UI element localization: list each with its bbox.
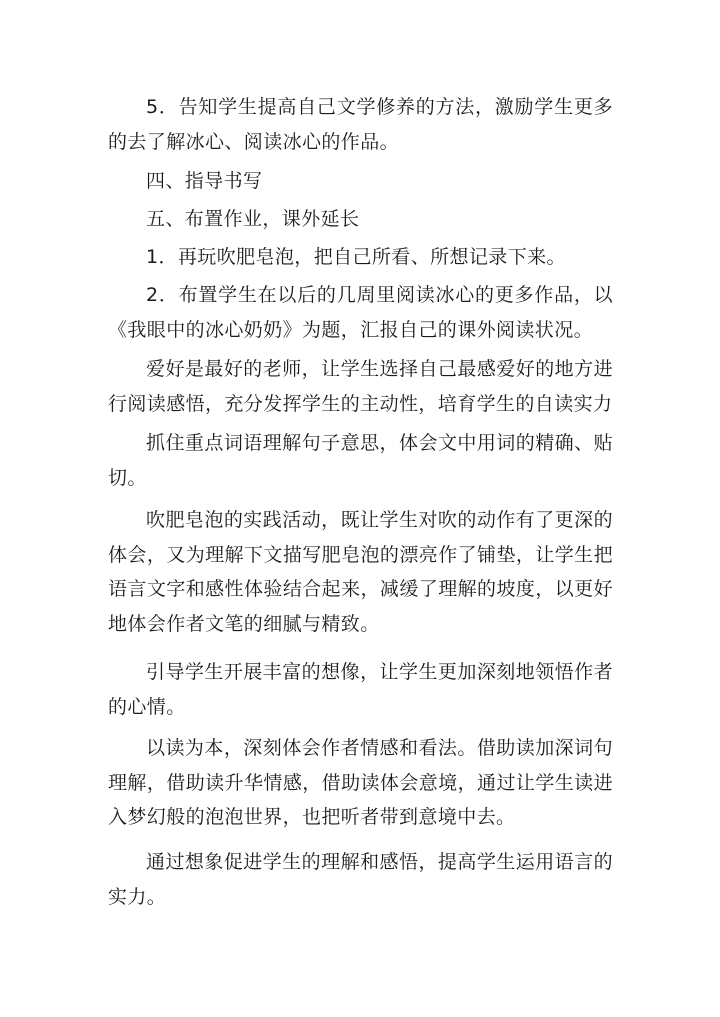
paragraph-language: 通过想象促进学生的理解和感悟，提高学生运用语言的实力。: [108, 851, 613, 908]
homework-item-2: 2．布置学生在以后的几周里阅读冰心的更多作品，以《我眼中的冰心奶奶》为题，汇报自己的课外阅读状况。: [108, 284, 613, 341]
paragraph-reading: 以读为本，深刻体会作者情感和看法。借助读加深词句理解，借助读升华情感，借助读体会意境，通过让学生读进入梦幻般的泡泡世界，也把听者带到意境中去。: [108, 737, 613, 828]
paragraph-bubble-activity: 吹肥皂泡的实践活动，既让学生对吹的动作有了更深的体会，又为理解下文描写肥皂泡的漂亮作了铺垫，让学生把语言文字和感性体验结合起来，减缓了理解的坡度，以更好地体会作者文笔的细腻与精致。: [108, 509, 613, 635]
paragraph-interest: 爱好是最好的老师，让学生选择自己最感爱好的地方进行阅读感悟，充分发挥学生的主动性，培育学生的自读实力: [108, 358, 613, 415]
homework-item-1: 1．再玩吹肥皂泡，把自己所看、所想记录下来。: [146, 246, 566, 268]
heading-guide-writing: 四、指导书写: [146, 170, 263, 192]
heading-homework: 五、布置作业，课外延长: [146, 208, 360, 230]
paragraph-method-step5: 5．告知学生提高自己文学修养的方法，激励学生更多的去了解冰心、阅读冰心的作品。: [108, 96, 613, 153]
paragraph-key-words: 抓住重点词语理解句子意思，体会文中用词的精确、贴切。: [108, 432, 613, 489]
paragraph-imagination: 引导学生开展丰富的想像，让学生更加深刻地领悟作者的心情。: [108, 661, 613, 718]
